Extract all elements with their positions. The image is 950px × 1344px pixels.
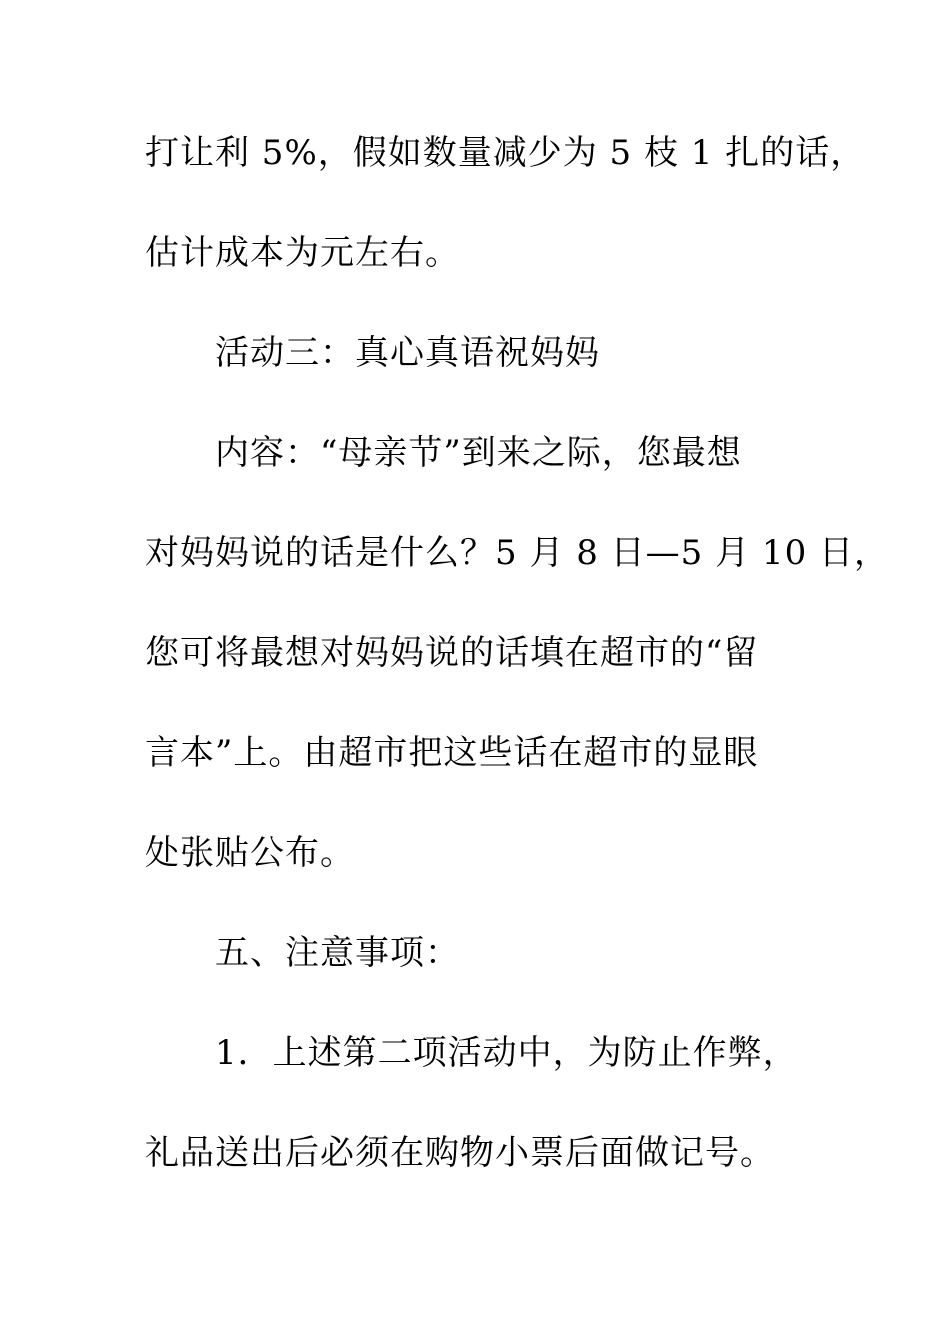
text-line: 打让利 5%，假如数量减少为 5 枝 1 扎的话， bbox=[145, 133, 866, 173]
text-line: 言本”上。由超市把这些话在超市的显眼 bbox=[145, 733, 759, 773]
section-heading: 活动三：真心真语祝妈妈 bbox=[215, 333, 600, 373]
text-line: 您可将最想对妈妈说的话填在超市的“留 bbox=[145, 633, 759, 673]
text-line: 估计成本为元左右。 bbox=[145, 233, 460, 273]
text-line: 内容：“母亲节”到来之际，您最想 bbox=[215, 433, 742, 473]
text-line: 处张贴公布。 bbox=[145, 833, 355, 873]
section-heading: 五、注意事项： bbox=[215, 933, 460, 973]
text-line: 礼品送出后必须在购物小票后面做记号。 bbox=[145, 1133, 775, 1173]
text-line: 对妈妈说的话是什么？5 月 8 日—5 月 10 日， bbox=[145, 533, 890, 573]
list-item: 1．上述第二项活动中，为防止作弊， bbox=[215, 1033, 798, 1073]
